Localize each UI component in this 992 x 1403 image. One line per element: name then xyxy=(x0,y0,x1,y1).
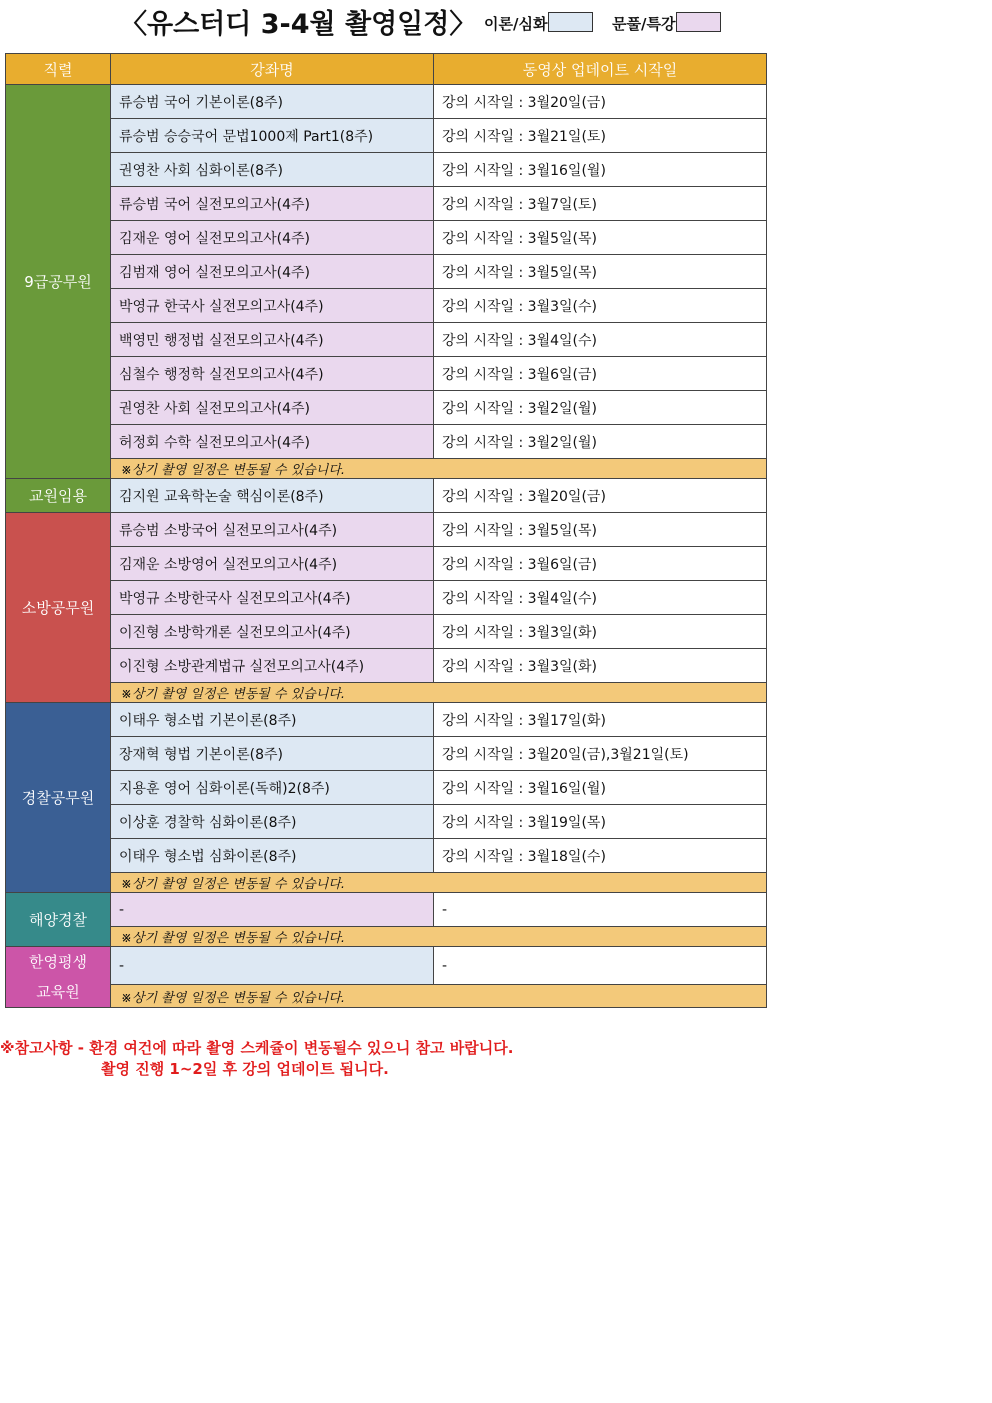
table-row xyxy=(6,547,767,581)
footer-line-2: 촬영 진행 1~2일 후 강의 업데이트 됩니다. xyxy=(101,1060,389,1078)
course-name: 류승범 국어 실전모의고사(4주) xyxy=(111,187,434,221)
table-row xyxy=(6,893,767,927)
table-row xyxy=(6,649,767,683)
note-row xyxy=(6,683,767,703)
table-row xyxy=(6,255,767,289)
course-name: 류승범 승승국어 문법1000제 Part1(8주) xyxy=(111,119,434,153)
footer-line-1: ※참고사항 - 환경 여건에 따라 촬영 스케쥴이 변동될수 있으니 참고 바랍니다. xyxy=(0,1039,514,1057)
footer-notice xyxy=(0,1038,513,1080)
course-name: - xyxy=(111,947,434,985)
course-name: 권영찬 사회 심화이론(8주) xyxy=(111,153,434,187)
start-date: 강의 시작일 : 3월20일(금) xyxy=(434,479,767,513)
category-hanyoung: 한영평생 교육원 xyxy=(6,947,111,1008)
schedule-change-note: ※상기 촬영 일정은 변동될 수 있습니다. xyxy=(111,683,767,703)
table-header-row xyxy=(6,54,767,85)
start-date: 강의 시작일 : 3월19일(목) xyxy=(434,805,767,839)
category-coastguard: 해양경찰 xyxy=(6,893,111,947)
start-date: 강의 시작일 : 3월6일(금) xyxy=(434,547,767,581)
table-row xyxy=(6,839,767,873)
course-name: 류승범 소방국어 실전모의고사(4주) xyxy=(111,513,434,547)
course-name: 권영찬 사회 실전모의고사(4주) xyxy=(111,391,434,425)
table-row xyxy=(6,119,767,153)
table-row xyxy=(6,615,767,649)
table-row xyxy=(6,221,767,255)
legend-theory-label: 이론/심화 xyxy=(484,15,548,33)
start-date: 강의 시작일 : 3월3일(수) xyxy=(434,289,767,323)
start-date: 강의 시작일 : 3월16일(월) xyxy=(434,153,767,187)
category-fire: 소방공무원 xyxy=(6,513,111,703)
category-teacher: 교원임용 xyxy=(6,479,111,513)
category-police: 경찰공무원 xyxy=(6,703,111,893)
table-row xyxy=(6,513,767,547)
start-date: 강의 시작일 : 3월6일(금) xyxy=(434,357,767,391)
course-name: 심철수 행정학 실전모의고사(4주) xyxy=(111,357,434,391)
course-name: 박영규 한국사 실전모의고사(4주) xyxy=(111,289,434,323)
course-name: 김범재 영어 실전모의고사(4주) xyxy=(111,255,434,289)
table-row xyxy=(6,187,767,221)
legend-special xyxy=(612,12,721,34)
table-row xyxy=(6,357,767,391)
note-row xyxy=(6,459,767,479)
category-9grade: 9급공무원 xyxy=(6,85,111,479)
course-name: 김재운 소방영어 실전모의고사(4주) xyxy=(111,547,434,581)
course-name: 박영규 소방한국사 실전모의고사(4주) xyxy=(111,581,434,615)
schedule-change-note: ※상기 촬영 일정은 변동될 수 있습니다. xyxy=(111,459,767,479)
course-name: 백영민 행정법 실전모의고사(4주) xyxy=(111,323,434,357)
header-date: 동영상 업데이트 시작일 xyxy=(434,54,767,85)
table-row xyxy=(6,85,767,119)
start-date: 강의 시작일 : 3월2일(월) xyxy=(434,391,767,425)
course-name: 허정회 수학 실전모의고사(4주) xyxy=(111,425,434,459)
legend-special-swatch xyxy=(676,12,721,32)
legend-theory-swatch xyxy=(548,12,593,32)
start-date: 강의 시작일 : 3월16일(월) xyxy=(434,771,767,805)
schedule-change-note: ※상기 촬영 일정은 변동될 수 있습니다. xyxy=(111,927,767,947)
course-name: 김재운 영어 실전모의고사(4주) xyxy=(111,221,434,255)
start-date: 강의 시작일 : 3월5일(목) xyxy=(434,513,767,547)
start-date: 강의 시작일 : 3월21일(토) xyxy=(434,119,767,153)
course-name: 이태우 형소법 심화이론(8주) xyxy=(111,839,434,873)
start-date: 강의 시작일 : 3월7일(토) xyxy=(434,187,767,221)
legend-theory xyxy=(484,12,593,34)
course-name: 김지원 교육학논술 핵심이론(8주) xyxy=(111,479,434,513)
start-date: 강의 시작일 : 3월4일(수) xyxy=(434,581,767,615)
table-row xyxy=(6,323,767,357)
schedule-change-note: ※상기 촬영 일정은 변동될 수 있습니다. xyxy=(111,873,767,893)
course-name: 지용훈 영어 심화이론(독해)2(8주) xyxy=(111,771,434,805)
start-date: 강의 시작일 : 3월4일(수) xyxy=(434,323,767,357)
table-body xyxy=(6,85,767,1008)
table-row xyxy=(6,153,767,187)
table-row xyxy=(6,289,767,323)
title-row xyxy=(0,0,992,40)
table-row xyxy=(6,425,767,459)
table-row xyxy=(6,771,767,805)
start-date: 강의 시작일 : 3월5일(목) xyxy=(434,255,767,289)
schedule-table xyxy=(5,53,767,1008)
course-name: - xyxy=(111,893,434,927)
start-date: 강의 시작일 : 3월18일(수) xyxy=(434,839,767,873)
course-name: 이진형 소방관계법규 실전모의고사(4주) xyxy=(111,649,434,683)
table-row xyxy=(6,805,767,839)
start-date: 강의 시작일 : 3월2일(월) xyxy=(434,425,767,459)
schedule-change-note: ※상기 촬영 일정은 변동될 수 있습니다. xyxy=(111,985,767,1008)
course-name: 이진형 소방학개론 실전모의고사(4주) xyxy=(111,615,434,649)
note-row xyxy=(6,927,767,947)
start-date: 강의 시작일 : 3월20일(금) xyxy=(434,85,767,119)
course-name: 이상훈 경찰학 심화이론(8주) xyxy=(111,805,434,839)
start-date: 강의 시작일 : 3월20일(금),3월21일(토) xyxy=(434,737,767,771)
page-title: 〈유스터디 3-4월 촬영일정〉 xyxy=(120,9,477,40)
legend-special-label: 문풀/특강 xyxy=(612,15,676,33)
course-name: 장재혁 형법 기본이론(8주) xyxy=(111,737,434,771)
course-name: 이태우 형소법 기본이론(8주) xyxy=(111,703,434,737)
table-row xyxy=(6,479,767,513)
header-category: 직렬 xyxy=(6,54,111,85)
start-date: 강의 시작일 : 3월5일(목) xyxy=(434,221,767,255)
start-date: 강의 시작일 : 3월3일(화) xyxy=(434,615,767,649)
header-course: 강좌명 xyxy=(111,54,434,85)
table-row xyxy=(6,737,767,771)
table-row xyxy=(6,703,767,737)
start-date: - xyxy=(434,893,767,927)
table-row xyxy=(6,947,767,985)
start-date: 강의 시작일 : 3월17일(화) xyxy=(434,703,767,737)
course-name: 류승범 국어 기본이론(8주) xyxy=(111,85,434,119)
note-row xyxy=(6,873,767,893)
start-date: - xyxy=(434,947,767,985)
note-row xyxy=(6,985,767,1008)
table-row xyxy=(6,581,767,615)
start-date: 강의 시작일 : 3월3일(화) xyxy=(434,649,767,683)
table-row xyxy=(6,391,767,425)
